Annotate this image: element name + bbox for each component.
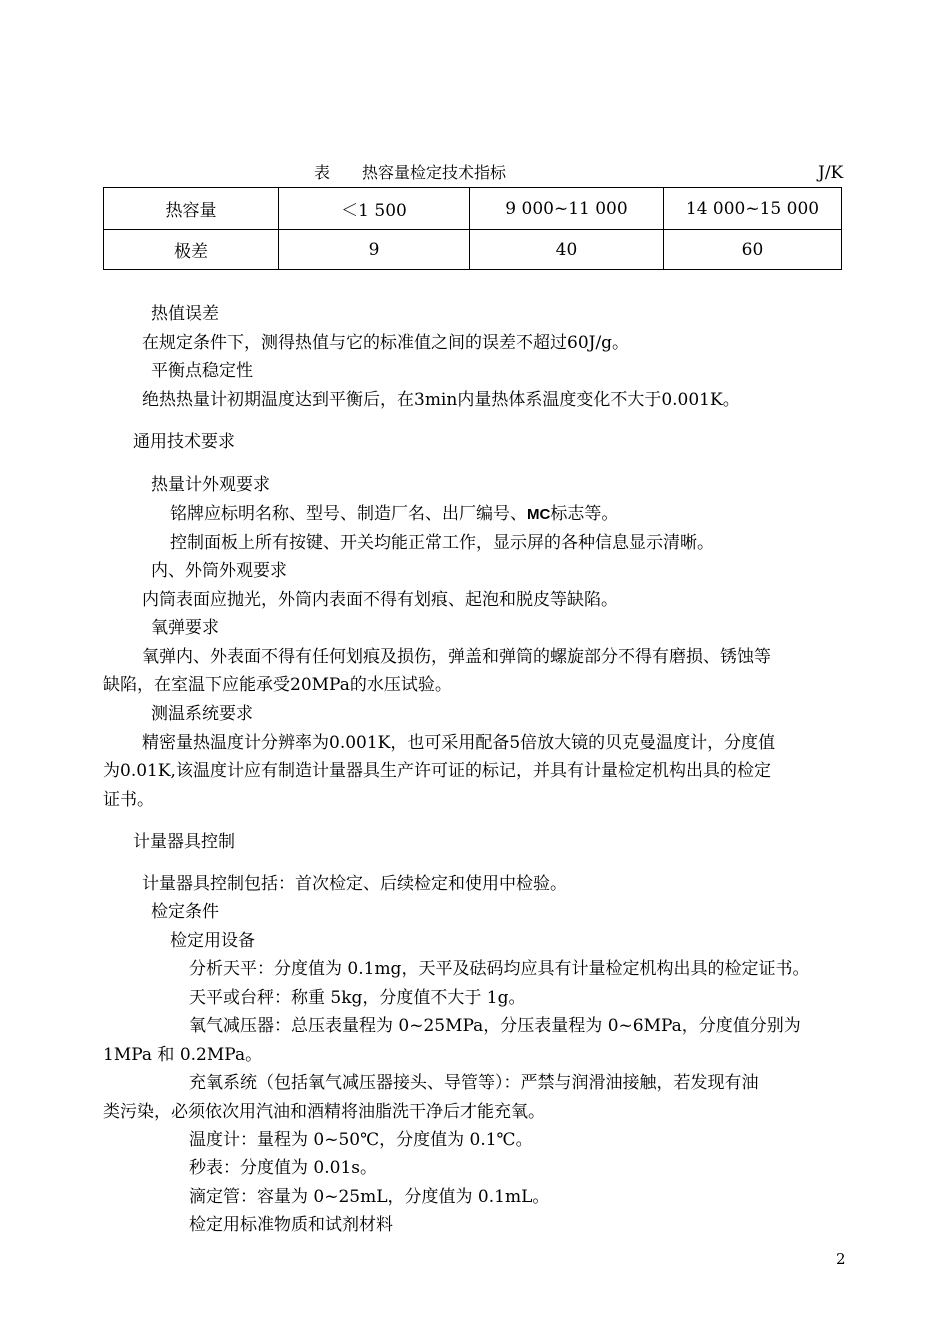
equipment-title: 检定用设备 (170, 931, 255, 951)
table-caption-prefix: 表 (314, 163, 331, 182)
table-cell: ＜1 500 (279, 188, 470, 230)
mc-mark: MC (527, 506, 551, 523)
control-text: 计量器具控制包括：首次检定、后续检定和使用中检验。 (142, 874, 567, 894)
temp-system-text-3: 证书。 (103, 790, 154, 810)
temp-system-title: 测温系统要求 (151, 704, 253, 724)
nameplate-suffix: 标志等。 (550, 504, 619, 524)
general-heading: 通用技术要求 (133, 432, 235, 452)
bomb-text-1: 氧弹内、外表面不得有任何划痕及损伤，弹盖和弹筒的螺旋部分不得有磨损、锈蚀等 (142, 647, 771, 667)
conditions-title: 检定条件 (151, 902, 219, 922)
table-cell: 9 000~11 000 (470, 188, 664, 230)
bomb-title: 氧弹要求 (151, 618, 219, 638)
table-caption-title: 热容量检定技术指标 (362, 163, 507, 182)
calorific-error-title: 热值误差 (151, 304, 219, 324)
reducer-text-2: 1MPa 和 0.2MPa。 (103, 1045, 263, 1065)
cylinder-title: 内、外筒外观要求 (151, 561, 287, 581)
nameplate-text (170, 503, 618, 526)
table-cell: 60 (664, 230, 842, 270)
balance-title: 平衡点稳定性 (151, 361, 253, 381)
table-row (104, 230, 842, 270)
balance-text: 绝热热量计初期温度达到平衡后，在3min内量热体系温度变化不大于0.001K。 (142, 390, 740, 410)
temp-system-text-1: 精密量热温度计分辨率为0.001K，也可采用配备5倍放大镜的贝克曼温度计，分度值 (142, 733, 776, 753)
bomb-text-2: 缺陷，在室温下应能承受20MPa的水压试验。 (103, 675, 452, 695)
page-number: 2 (836, 1250, 846, 1268)
appearance-title: 热量计外观要求 (151, 475, 270, 495)
table-row (104, 188, 842, 230)
temp-system-text-2: 为0.01K,该温度计应有制造计量器具生产许可证的标记，并具有计量检定机构出具的检定 (103, 761, 771, 781)
cylinder-text: 内筒表面应抛光，外筒内表面不得有划痕、起泡和脱皮等缺陷。 (142, 590, 618, 610)
oxygen-text-2: 类污染，必须依次用汽油和酒精将油脂洗干净后才能充氧。 (103, 1102, 545, 1122)
balance-scale-text: 分析天平：分度值为 0.1mg，天平及砝码均应具有计量检定机构出具的检定证书。 (189, 959, 810, 979)
platform-scale-text: 天平或台秤：称重 5kg，分度值不大于 1g。 (189, 988, 526, 1008)
heat-capacity-table (103, 187, 842, 270)
burette-text: 滴定管：容量为 0~25mL，分度值为 0.1mL。 (189, 1187, 550, 1207)
panel-text: 控制面板上所有按键、开关均能正常工作，显示屏的各种信息显示清晰。 (170, 533, 714, 553)
thermometer-text: 温度计：量程为 0~50℃，分度值为 0.1℃。 (189, 1130, 533, 1150)
table-unit: J/K (818, 163, 844, 183)
table-cell: 14 000~15 000 (664, 188, 842, 230)
reference-title: 检定用标准物质和试剂材料 (189, 1215, 393, 1235)
table-cell: 9 (279, 230, 470, 270)
table-cell: 热容量 (104, 188, 279, 230)
calorific-error-text: 在规定条件下，测得热值与它的标准值之间的误差不超过60J/g。 (142, 333, 630, 353)
nameplate-prefix: 铭牌应标明名称、型号、制造厂名、出厂编号、 (170, 504, 527, 524)
table-cell: 极差 (104, 230, 279, 270)
control-heading: 计量器具控制 (133, 832, 235, 852)
stopwatch-text: 秒表：分度值为 0.01s。 (189, 1158, 377, 1178)
table-cell: 40 (470, 230, 664, 270)
oxygen-text-1: 充氧系统（包括氧气减压器接头、导管等）：严禁与润滑油接触，若发现有油 (189, 1073, 759, 1093)
reducer-text-1: 氧气减压器：总压表量程为 0~25MPa，分压表量程为 0~6MPa，分度值分别为 (189, 1016, 801, 1036)
